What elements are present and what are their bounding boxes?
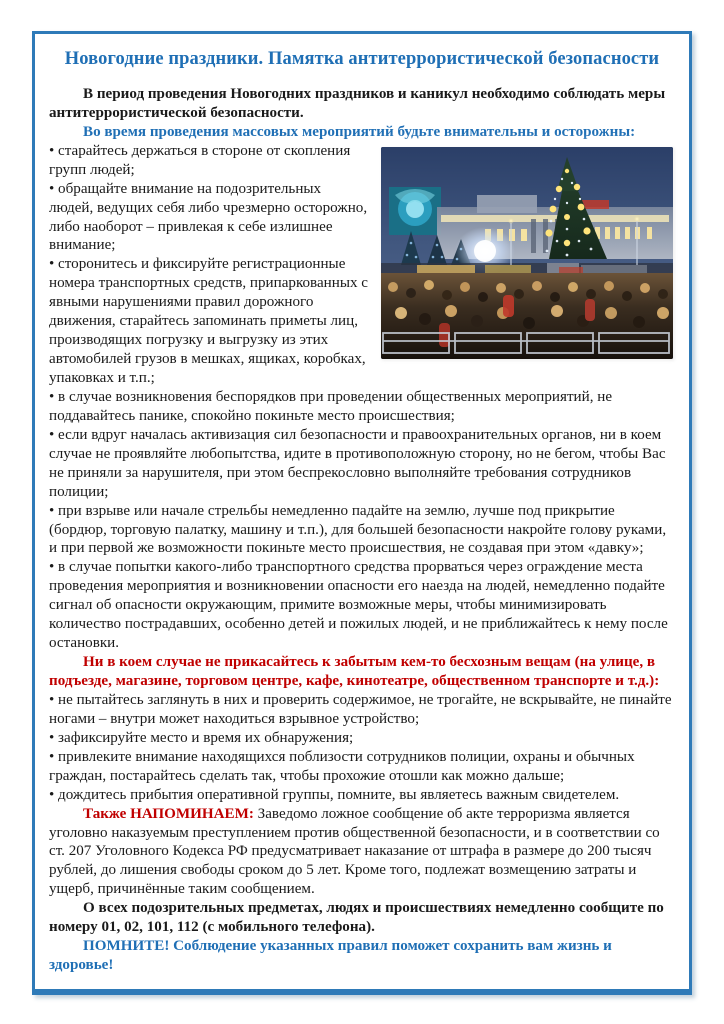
list-item: • зафиксируйте место и время их обнаружения; <box>49 729 354 746</box>
intro-paragraph: В период проведения Новогодних праздников и каникул необходимо соблюдать меры антитеррористической безопасности. <box>49 85 666 121</box>
section-heading-precautions: Во время проведения массовых мероприятий будьте внимательны и осторожны: <box>83 123 636 140</box>
reminder-label: Также НАПОМИНАЕМ: <box>83 805 254 822</box>
page-title: Новогодние праздники. Памятка антитеррористической безопасности <box>64 49 660 69</box>
memo-content <box>35 34 689 992</box>
list-item: • не пытайтесь заглянуть в них и проверить содержимое, не трогайте, не вскрывайте, не пинайте ногами – внутри может находиться взрывное устройство; <box>49 691 672 727</box>
list-item: • в случае возникновения беспорядков при проведении общественных мероприятий, не поддавайтесь панике, спокойно покиньте место происшествия; <box>49 388 613 424</box>
celebration-photo-illustration <box>381 147 673 359</box>
list-item: • обращайте внимание на подозрительных людей, ведущих себя либо чрезмерно осторожно, либо наоборот – привлекая к себе излишнее внимание; <box>49 180 368 254</box>
closing-paragraph: ПОМНИТЕ! Соблюдение указанных правил поможет сохранить вам жизнь и здоровье! <box>49 938 612 974</box>
report-paragraph: О всех подозрительных предметах, людях и происшествиях немедленно сообщите по номеру 01, 02, 101, 112 (с мобильного телефона). <box>49 900 664 936</box>
list-item: • привлеките внимание находящихся поблизости сотрудников полиции, охраны и обычных граждан, постарайтесь сделать так, чтобы прохожие отошли как можно дальше; <box>49 748 635 784</box>
list-item: • при взрыве или начале стрельбы немедленно падайте на землю, лучше под прикрытие (бордюр, торговую палатку, машину и т.п.), для большей безопасности накройте голову руками, и при первой же возможности покиньте место происшествия, не создавая при этом «давку»; <box>49 502 667 557</box>
unattended-items-bullet-list <box>49 691 675 805</box>
reminder-body: Заведомо ложное сообщение об акте терроризма является уголовно наказуемым преступлением против общественной безопасности, и в соответствии со ст. 207 Уголовного Кодекса РФ предусматривает наказание от штрафа в размере до 200 тысяч рублей, до лишения свободы сроком до 5 лет. Кроме того, подлежат возмещению затраты и ущерб, причинённые таким сообщением. <box>49 805 660 898</box>
list-item: • если вдруг началась активизация сил безопасности и правоохранительных органов, ни в коем случае не проявляйте любопытства, идите в противоположную сторону, но не бегом, чтобы Вас не приняли за нарушителя, при этом беспрекословно выполняйте требования сотрудников полиции; <box>49 426 666 500</box>
list-item: • в случае попытки какого-либо транспортного средства прорваться через ограждение места проведения мероприятия и возникновении опасности его наезда на людей, немедленно подайте сигнал об опасности окружающим, примите возможные меры, чтобы минимизировать количество пострадавших, особенно детей и пожилых людей, и не приближайтесь к нему после остановки. <box>49 559 668 652</box>
reminder-paragraph <box>49 805 675 900</box>
celebration-photo <box>381 147 673 359</box>
list-item: • сторонитесь и фиксируйте регистрационные номера транспортных средств, припаркованных с явными нарушениями правил дорожного движения, старайтесь запоминать приметы лиц, производящих погрузку и выгрузку из этих автомобилей грузов в мешках, ящиках, коробках, упаковках и т.п.; <box>49 256 368 386</box>
warning-heading-unattended-items: Ни в коем случае не прикасайтесь к забытым кем-то бесхозным вещам (на улице, в подъезде, магазине, торговом центре, кафе, кинотеатре, общественном транспорте и т.д.): <box>49 654 660 689</box>
list-item: • старайтесь держаться в стороне от скопления групп людей; <box>49 142 351 178</box>
list-item: • дождитесь прибытия оперативной группы, помните, вы являетесь важным свидетелем. <box>49 786 620 803</box>
precautions-flow-region <box>49 142 675 653</box>
bottom-blue-rule <box>35 989 689 992</box>
page-border-frame <box>32 31 692 995</box>
